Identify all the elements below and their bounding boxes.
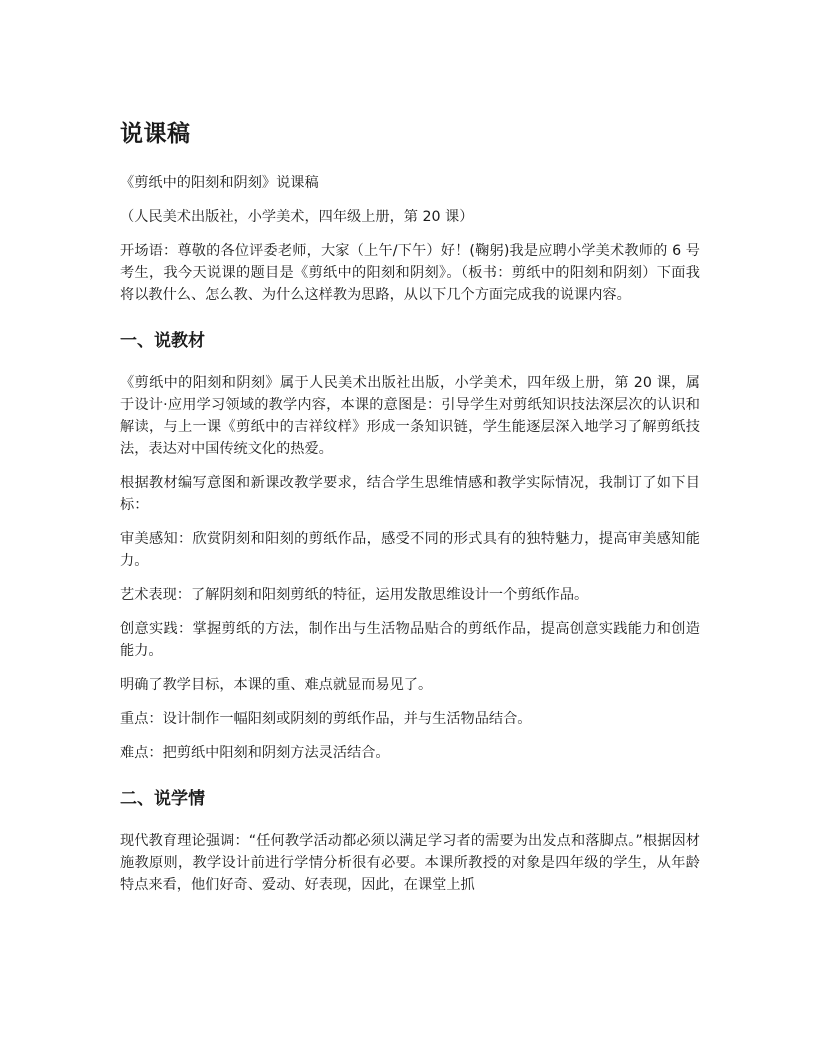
lesson-subtitle: 《剪纸中的阳刻和阴刻》说课稿 <box>120 175 319 191</box>
lesson-source: （人民美术出版社，小学美术，四年级上册，第 20 课） <box>120 209 474 225</box>
student-analysis-paragraph: 现代教育理论强调：“任何教学活动都必须以满足学习者的需要为出发点和落脚点。”根据因材施教原则，教学设计前进行学情分析很有必要。本课所教授的对象是四年级的学生，从年龄特点来看，他们好奇、爱动、好表现，因此，在课堂上抓 <box>120 833 700 893</box>
document-page <box>120 118 700 908</box>
intro-paragraph: 开场语：尊敬的各位评委老师，大家（上午/下午）好！(鞠躬)我是应聘小学美术教师的 6 号考生，我今天说课的题目是《剪纸中的阳刻和阴刻》。（板书：剪纸中的阳刻和阴刻）下面我将以教什么、怎么教、为什么这样教为思路，从以下几个方面完成我的说课内容。 <box>120 243 700 303</box>
section-heading-textbook: 一、说教材 <box>120 331 205 351</box>
document-title: 说课稿 <box>120 121 191 147</box>
key-points-intro-paragraph: 明确了教学目标，本课的重、难点就显而易见了。 <box>120 677 433 693</box>
objective-aesthetic-perception: 审美感知：欣赏阴刻和阳刻的剪纸作品，感受不同的形式具有的独特魅力，提高审美感知能力。 <box>120 531 700 569</box>
objective-creative-practice: 创意实践：掌握剪纸的方法，制作出与生活物品贴合的剪纸作品，提高创意实践能力和创造能力。 <box>120 621 700 659</box>
section-heading-students: 二、说学情 <box>120 789 205 809</box>
difficulty-paragraph: 难点：把剪纸中阳刻和阴刻方法灵活结合。 <box>120 745 390 761</box>
objective-artistic-expression: 艺术表现：了解阴刻和阳刻剪纸的特征，运用发散思维设计一个剪纸作品。 <box>120 587 589 603</box>
objectives-intro-paragraph: 根据教材编写意图和新课改教学要求，结合学生思维情感和教学实际情况，我制订了如下目标： <box>120 475 700 513</box>
key-point-paragraph: 重点：设计制作一幅阳刻或阴刻的剪纸作品，并与生活物品结合。 <box>120 711 532 727</box>
textbook-overview-paragraph: 《剪纸中的阳刻和阴刻》属于人民美术出版社出版，小学美术，四年级上册，第 20 课，属于设计·应用学习领域的教学内容，本课的意图是：引导学生对剪纸知识技法深层次的认识和解读，与上一课《剪纸中的吉祥纹样》形成一条知识链，学生能逐层深入地学习了解剪纸技法，表达对中国传统文化的热爱。 <box>120 375 700 457</box>
